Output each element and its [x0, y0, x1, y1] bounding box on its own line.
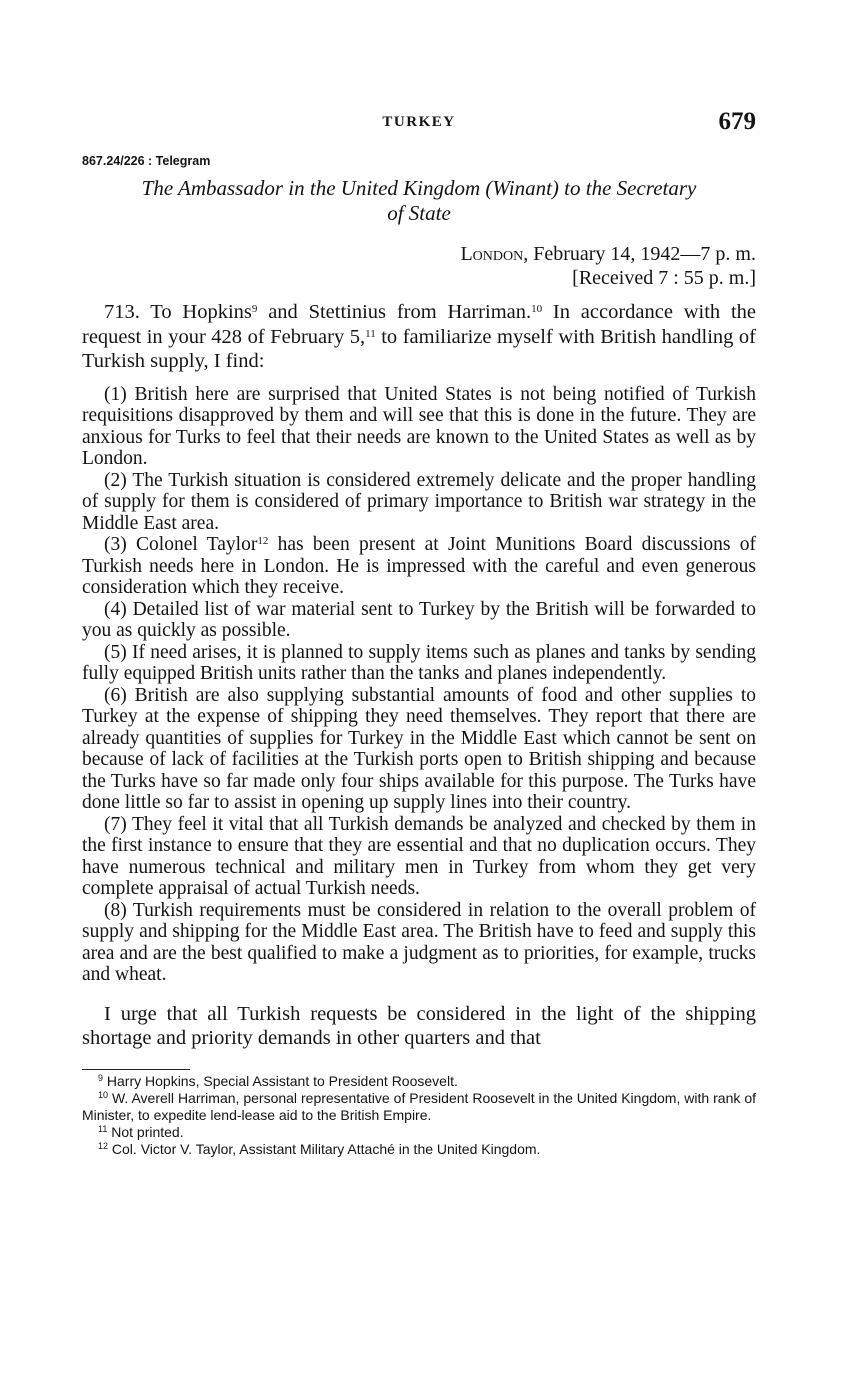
- lead-paragraph: [82, 300, 756, 374]
- dateline-date: February 14, 1942—7 p. m.: [528, 243, 756, 265]
- finding-text: has been present at Joint Munitions Board discussions of Turkish needs here in London. He is impressed with the careful and even generous consideration which they receive.: [82, 534, 756, 598]
- footnote-11: [82, 1124, 756, 1141]
- finding-7: (7) They feel it vital that all Turkish demands be analyzed and checked by them in the first instance to ensure that they are essential and that no duplication occurs. They have numerous technical and military men in Turkey from whom they get very complete appraisal of actual Turkish needs.: [82, 813, 756, 899]
- footnote-ref-11: 11: [365, 327, 376, 340]
- dateline-place-date: [82, 242, 756, 266]
- footnote-mark: 12: [98, 1140, 109, 1151]
- lead-text: In accordance with the request in your 428 of February 5,: [82, 301, 756, 348]
- footnote-ref-10: 10: [531, 303, 543, 315]
- lead-text: 713. To Hopkins: [104, 301, 252, 323]
- heading-line-2: of State: [387, 201, 451, 225]
- finding-text: (3) Colonel Taylor: [104, 534, 258, 555]
- document-heading: [82, 176, 756, 226]
- footnotes: [82, 1073, 756, 1158]
- running-head: [82, 108, 756, 138]
- dateline-city: London,: [460, 243, 529, 265]
- footnote-text: Not printed.: [107, 1123, 184, 1140]
- footnote-text: W. Averell Harriman, personal representative of President Roosevelt in the United Kingdom, with rank of Minister, to expedite lend-lease aid to the British Empire.: [82, 1089, 756, 1123]
- running-title: TURKEY: [382, 114, 456, 130]
- finding-8: (8) Turkish requirements must be considered in relation to the overall problem of supply and shipping for the Middle East area. The British have to feed and supply this area and are the best qualified to make a judgment as to priorities, for example, trucks and wheat.: [82, 899, 756, 985]
- footnote-text: Harry Hopkins, Special Assistant to President Roosevelt.: [103, 1072, 458, 1089]
- finding-5: (5) If need arises, it is planned to supply items such as planes and tanks by sending fully equipped British units rather than the tanks and planes independently.: [82, 641, 756, 684]
- footnote-12: [82, 1141, 756, 1158]
- footnote-ref-12: 12: [257, 535, 269, 547]
- footnote-ref-9: 9: [251, 303, 258, 315]
- footnote-rule: [82, 1069, 190, 1070]
- finding-4: (4) Detailed list of war material sent to Turkey by the British will be forwarded to you as quickly as possible.: [82, 598, 756, 641]
- footnote-10: [82, 1090, 756, 1124]
- dateline-received: [Received 7 : 55 p. m.]: [572, 267, 756, 289]
- dateline: [82, 242, 756, 290]
- finding-6: (6) British are also supplying substantial amounts of food and other supplies to Turkey at the expense of shipping they need themselves. They report that there are already quantities of supplies for Turkey in the Middle East which cannot be sent on because of lack of facilities at the Turkish ports open to British shipping and because the Turks have so far made only four ships available for this purpose. The Turks have done little so far to assist in opening up supply lines into their country.: [82, 684, 756, 813]
- finding-1: (1) British here are surprised that United States is not being notified of Turkish requisitions disapproved by them and will see that this is done in the future. They are anxious for Turks to feel that their needs are known to the United States as well as by London.: [82, 383, 756, 469]
- footnote-mark: 9: [98, 1072, 104, 1083]
- lead-text: and Stettinius from Harriman.: [257, 301, 532, 323]
- numbered-findings: [82, 384, 756, 986]
- lead-text: to familiarize myself with British handling of Turkish supply, I find:: [82, 325, 756, 372]
- footnote-mark: 10: [98, 1089, 109, 1100]
- document-page: [82, 108, 756, 1158]
- closing-paragraph: I urge that all Turkish requests be considered in the light of the shipping shortage and priority demands in other quarters and that: [82, 1002, 756, 1049]
- footnote-text: Col. Victor V. Taylor, Assistant Military Attaché in the United Kingdom.: [108, 1140, 541, 1157]
- heading-line-1: The Ambassador in the United Kingdom (Winant) to the Secretary: [141, 176, 697, 200]
- file-reference: 867.24/226 : Telegram: [82, 154, 211, 168]
- finding-3: [82, 534, 756, 599]
- footnote-mark: 11: [98, 1123, 108, 1134]
- footnote-9: [82, 1073, 756, 1090]
- page-number: 679: [718, 108, 756, 135]
- finding-2: (2) The Turkish situation is considered extremely delicate and the proper handling of supply for them is considered of primary importance to British war strategy in the Middle East area.: [82, 469, 756, 534]
